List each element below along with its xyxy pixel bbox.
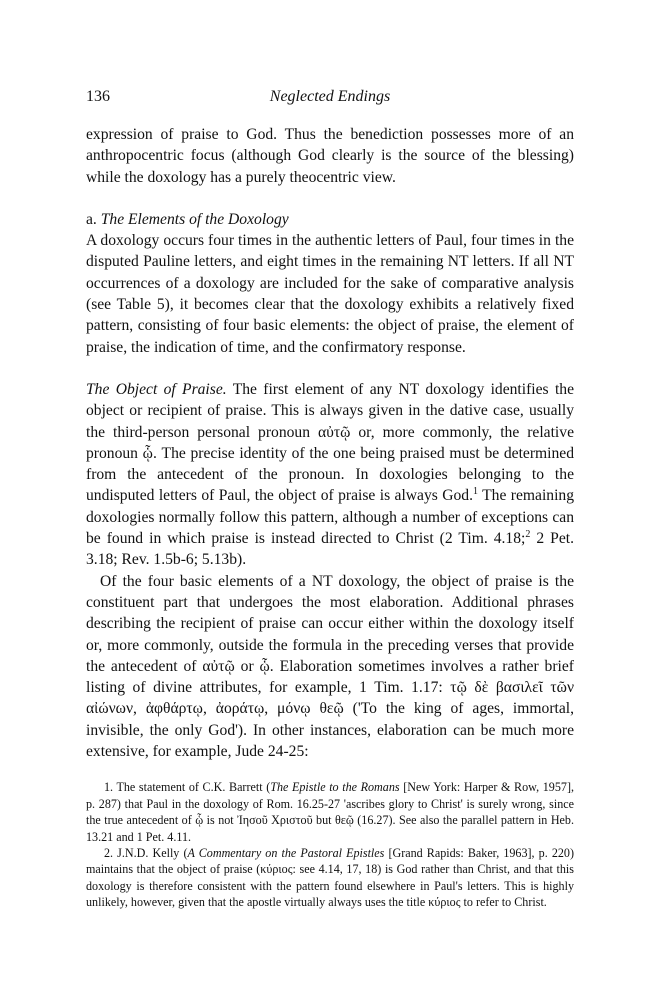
paragraph-2: A doxology occurs four times in the authentic letters of Paul, four times in the disputed Pauline letters, and eight times in the remaining NT letters. If all NT occurrences of a doxology are included for the sake of comparative analysis (see Table 5), it becomes clear that the doxology exhibits a relatively fixed pattern, consisting of four basic elements: the object of praise, the element of praise, the indication of time, and the confirmatory response. [86, 232, 574, 356]
footnote-1-title: The Epistle to the Romans [270, 780, 400, 795]
section-label: a. [86, 210, 101, 228]
footnote-1 [86, 779, 574, 845]
running-header [86, 88, 574, 114]
section-heading [86, 209, 574, 230]
paragraph-4: Of the four basic elements of a NT doxology, the object of praise is the constituent part that undergoes the most elaboration. Additional phrases describing the recipient of praise can occur either within the doxology itself or, more commonly, outside the formula in the preceding verses that provide the antecedent of αὐτῷ or ᾧ. Elaboration sometimes involves a rather brief listing of divine attributes, for example, 1 Tim. 1.17: τῷ δὲ βασιλεῖ τῶν αἰώνων, ἀφθάρτῳ, ἀοράτῳ, μόνῳ θεῷ ('To the king of ages, immortal, invisible, the only God'). In other instances, elaboration can be much more extensive, for example, Jude 24-25: [86, 572, 574, 761]
footnote-2-part-a: 2. J.N.D. Kelly ( [104, 845, 188, 860]
footnotes [86, 779, 574, 910]
running-title: Neglected Endings [269, 88, 391, 105]
paragraph-3-part-b: The remaining doxologies normally follow this pattern, although a number of exceptions can be found in which praise is instead directed to Christ (2 Tim. 4.18; [86, 487, 575, 548]
paragraph-1: expression of praise to God. Thus the benediction possesses more of an anthropocentric focus (although God clearly is the source of the blessing) while the doxology has a purely theocentric view. [86, 126, 574, 186]
subsection-heading: The Object of Praise. [86, 380, 227, 398]
book-page [86, 88, 574, 911]
page-number: 136 [86, 88, 110, 105]
body-text [86, 124, 574, 762]
paragraph-3-part-c: 2 Pet. 3.18; Rev. 1.5b-6; 5.13b). [86, 530, 574, 569]
footnote-2-title: A Commentary on the Pastoral Epistles [187, 845, 385, 860]
footnote-1-part-b: [New York: Harper & Row, 1957], p. 287) that Paul in the doxology of Rom. 16.25-27 'ascribes glory to Christ' is surely wrong, since the true antecedent of ᾧ is not Ἰησοῦ Χριστοῦ but θεῷ (16.27). See also the parallel pattern in Heb. 13.21 and 1 Pet. 4.11. [86, 780, 574, 844]
footnote-ref-2[interactable]: 2 [525, 529, 531, 541]
footnote-2-part-b: [Grand Rapids: Baker, 1963], p. 220) maintains that the object of praise (κύριος: see 4.14, 17, 18) is God rather than Christ, and that this doxology is therefore consistent with the pattern found elsewhere in Paul's letters. This is highly unlikely, however, given that the apostle virtually always uses the title κύριος to refer to Christ. [86, 845, 574, 910]
footnote-2 [86, 845, 574, 911]
paragraph-3 [86, 379, 574, 571]
section-title: The Elements of the Doxology [100, 210, 289, 228]
paragraph-3-part-a: The first element of any NT doxology identifies the object or recipient of praise. This is always given in the dative case, usually the third-person personal pronoun αὐτῷ or, more commonly, the relative pronoun ᾧ. The precise identity of the one being praised must be determined from the antecedent of the pronoun. In doxologies belonging to the undisputed letters of Paul, the object of praise is always God. [86, 380, 574, 505]
footnote-ref-1[interactable]: 1 [473, 486, 479, 498]
footnote-1-part-a: 1. The statement of C.K. Barrett ( [104, 780, 271, 795]
